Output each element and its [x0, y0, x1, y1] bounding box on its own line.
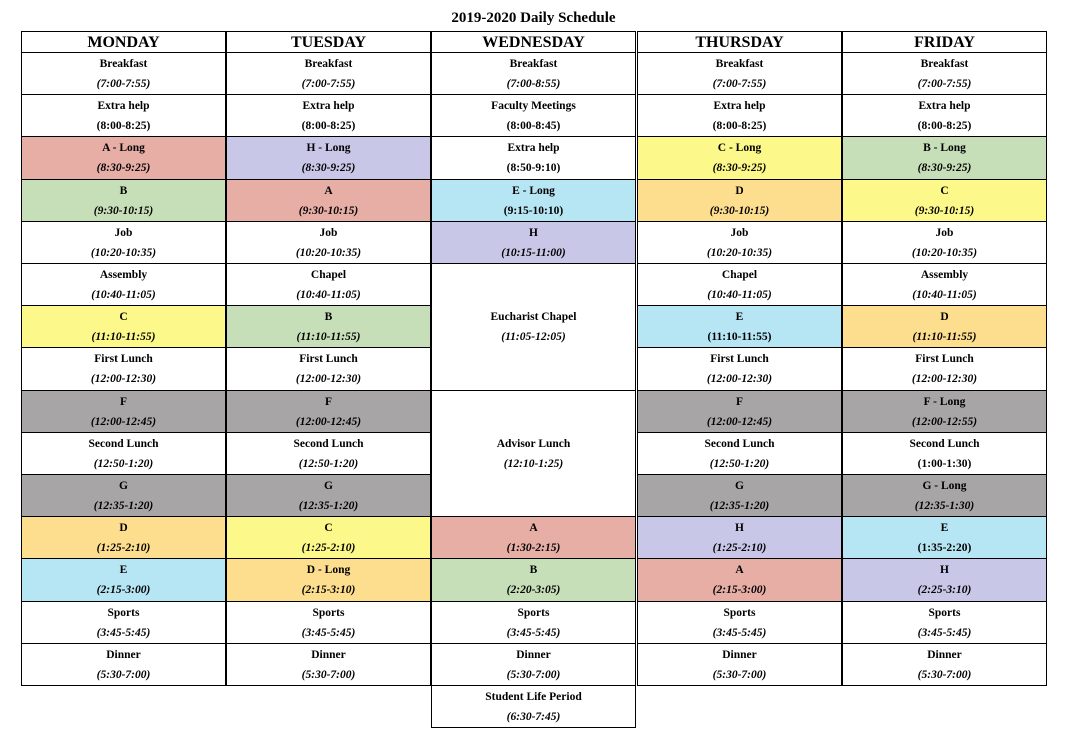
block-label: Breakfast: [304, 57, 353, 70]
block-label: Sports: [928, 606, 961, 619]
schedule-block: [226, 474, 431, 517]
block-time: (8:00-8:25): [301, 119, 356, 132]
block-time: (12:00-12:30): [911, 373, 978, 385]
block-label: F: [735, 395, 744, 408]
block-label: Dinner: [311, 648, 346, 661]
schedule-block: [431, 179, 636, 222]
block-time: (12:50-1:20): [298, 457, 359, 470]
block-time: (1:25-2:10): [301, 541, 356, 554]
block-label: Job: [730, 226, 749, 239]
schedule-block: [226, 558, 431, 602]
block-time: (1:35-2:20): [917, 541, 972, 554]
block-label: Advisor Lunch: [496, 437, 571, 450]
schedule-block: [431, 643, 636, 686]
day-column-thursday: [637, 31, 842, 681]
schedule-block: [21, 516, 226, 559]
block-time: (2:25-3:10): [917, 584, 972, 596]
schedule-block: [431, 601, 636, 644]
block-time: (12:35-1:20): [298, 499, 359, 512]
block-label: H: [529, 226, 538, 239]
block-label: First Lunch: [299, 353, 358, 365]
schedule-block: [21, 263, 226, 306]
schedule-block: [226, 94, 431, 137]
block-label: G: [324, 479, 333, 492]
schedule-block: [21, 52, 226, 95]
schedule-block: [637, 305, 842, 348]
schedule-block: [637, 94, 842, 137]
schedule-block: [842, 390, 1047, 433]
block-time: (8:30-9:25): [712, 162, 767, 174]
block-label: Extra help: [507, 142, 560, 154]
block-time: (10:20-10:35): [706, 246, 773, 259]
block-time: (11:05-12:05): [501, 331, 566, 343]
block-label: D: [735, 184, 744, 197]
block-time: (5:30-7:00): [301, 668, 356, 681]
schedule-block: [842, 179, 1047, 222]
block-time: (1:25-2:10): [96, 541, 151, 554]
block-time: (12:10-1:25): [503, 457, 564, 470]
block-time: (1:25-2:10): [712, 541, 767, 554]
schedule-block: [431, 94, 636, 137]
block-label: C: [940, 184, 949, 197]
schedule-block: [842, 558, 1047, 602]
day-column-tuesday: [226, 31, 431, 681]
schedule-block: [431, 685, 636, 728]
schedule-block: [21, 474, 226, 517]
block-time: (12:00-12:30): [295, 373, 362, 385]
block-label: H: [940, 564, 949, 576]
block-time: (10:20-10:35): [295, 246, 362, 259]
block-time: (3:45-5:45): [301, 626, 356, 639]
block-time: (8:00-8:25): [96, 119, 151, 132]
block-time: (12:00-12:30): [90, 373, 157, 385]
block-label: G - Long: [922, 479, 967, 492]
day-header: FRIDAY: [842, 31, 1047, 52]
block-label: Dinner: [927, 648, 962, 661]
schedule-block: [226, 136, 431, 180]
schedule-block: [842, 94, 1047, 137]
block-time: (5:30-7:00): [917, 668, 972, 681]
block-label: Dinner: [722, 648, 757, 661]
block-time: (11:10-11:55): [912, 330, 977, 343]
block-time: (11:10-11:55): [707, 330, 772, 343]
block-time: (12:00-12:45): [90, 415, 157, 428]
page-title: 2019-2020 Daily Schedule: [451, 10, 616, 26]
schedule-block: [842, 305, 1047, 348]
schedule-block: [431, 263, 636, 391]
schedule-block: [842, 516, 1047, 559]
block-time: (9:30-10:15): [914, 204, 975, 217]
schedule-block: [431, 221, 636, 264]
block-label: First Lunch: [710, 353, 769, 365]
schedule-block: [21, 643, 226, 686]
schedule-block: [842, 221, 1047, 264]
schedule-block: [637, 432, 842, 475]
block-label: E: [735, 310, 744, 323]
block-label: Sports: [517, 606, 550, 619]
block-time: (7:00-7:55): [712, 77, 767, 90]
block-time: (6:30-7:45): [506, 710, 561, 723]
block-label: Sports: [723, 606, 756, 619]
block-label: Sports: [107, 606, 140, 619]
schedule-block: [431, 52, 636, 95]
block-time: (8:50-9:10): [506, 162, 561, 174]
schedule-block: [637, 263, 842, 306]
block-label: F - Long: [923, 395, 966, 408]
block-label: Breakfast: [920, 57, 969, 70]
block-label: C: [324, 521, 333, 534]
block-label: Second Lunch: [704, 437, 775, 450]
schedule-block: [21, 179, 226, 222]
schedule-block: [226, 305, 431, 348]
block-time: (10:20-10:35): [911, 246, 978, 259]
day-header: TUESDAY: [226, 31, 431, 52]
schedule-block: [431, 516, 636, 559]
block-time: (10:40-11:05): [296, 288, 361, 301]
day-header: MONDAY: [21, 31, 226, 52]
schedule-block: [842, 601, 1047, 644]
block-label: H - Long: [306, 142, 351, 154]
block-label: Assembly: [99, 268, 148, 281]
block-time: (8:00-8:45): [506, 119, 561, 132]
block-label: Assembly: [920, 268, 969, 281]
block-label: E: [940, 521, 949, 534]
schedule-block: [21, 432, 226, 475]
block-label: Sports: [312, 606, 345, 619]
block-label: First Lunch: [915, 353, 974, 365]
day-column-friday: [842, 31, 1047, 681]
block-time: (3:45-5:45): [96, 626, 151, 639]
block-label: Eucharist Chapel: [490, 311, 577, 323]
block-time: (3:45-5:45): [506, 626, 561, 639]
block-label: B: [324, 310, 333, 323]
schedule-block: [637, 136, 842, 180]
block-label: Extra help: [918, 99, 971, 112]
block-time: (2:15-3:00): [712, 584, 767, 596]
schedule-block: [842, 474, 1047, 517]
block-label: Extra help: [713, 99, 766, 112]
block-label: Breakfast: [509, 57, 558, 70]
block-time: (5:30-7:00): [712, 668, 767, 681]
block-label: Job: [114, 226, 133, 239]
block-time: (8:30-9:25): [96, 162, 151, 174]
schedule-block: [842, 52, 1047, 95]
block-label: B: [529, 564, 538, 576]
block-time: (2:20-3:05): [506, 584, 561, 596]
block-time: (8:00-8:25): [917, 119, 972, 132]
block-label: F: [119, 395, 128, 408]
block-time: (12:00-12:45): [295, 415, 362, 428]
block-label: B: [119, 184, 128, 197]
block-label: Breakfast: [715, 57, 764, 70]
block-label: G: [119, 479, 128, 492]
schedule-block: [431, 558, 636, 602]
block-time: (5:30-7:00): [506, 668, 561, 681]
block-label: Second Lunch: [909, 437, 980, 450]
block-label: Second Lunch: [88, 437, 159, 450]
schedule-block: [21, 305, 226, 348]
block-label: Student Life Period: [485, 690, 582, 703]
block-time: (8:00-8:25): [712, 119, 767, 132]
schedule-block: [637, 516, 842, 559]
block-time: (12:35-1:20): [93, 499, 154, 512]
schedule-block: [637, 601, 842, 644]
block-label: Breakfast: [99, 57, 148, 70]
block-time: (9:30-10:15): [298, 204, 359, 217]
schedule-block: [637, 221, 842, 264]
block-label: A: [529, 521, 538, 534]
schedule-block: [226, 221, 431, 264]
block-label: G: [735, 479, 744, 492]
block-time: (2:15-3:10): [301, 584, 356, 596]
block-time: (12:00-12:55): [911, 415, 978, 428]
block-time: (10:40-11:05): [91, 288, 156, 301]
block-label: Job: [319, 226, 338, 239]
block-time: (12:35-1:30): [914, 499, 975, 512]
block-time: (12:50-1:20): [93, 457, 154, 470]
day-header: THURSDAY: [637, 31, 842, 52]
block-label: D - Long: [306, 564, 351, 576]
day-column-monday: [21, 31, 226, 681]
schedule-block: [842, 643, 1047, 686]
block-time: (10:40-11:05): [707, 288, 772, 301]
schedule-block: [431, 136, 636, 180]
block-time: (9:15-10:10): [503, 204, 564, 217]
schedule-block: [21, 221, 226, 264]
block-label: E - Long: [512, 184, 555, 197]
block-label: First Lunch: [94, 353, 153, 365]
block-label: C - Long: [717, 142, 762, 154]
block-time: (7:00-7:55): [301, 77, 356, 90]
schedule-block: [637, 52, 842, 95]
schedule-block: [226, 390, 431, 433]
schedule-block: [842, 347, 1047, 391]
block-label: C: [119, 310, 128, 323]
block-time: (7:00-7:55): [917, 77, 972, 90]
schedule-block: [637, 347, 842, 391]
block-label: E: [119, 564, 128, 576]
schedule-block: [637, 558, 842, 602]
schedule-block: [21, 94, 226, 137]
block-label: Extra help: [302, 99, 355, 112]
schedule-block: [842, 136, 1047, 180]
schedule-block: [226, 179, 431, 222]
block-label: B - Long: [923, 142, 966, 154]
block-label: Chapel: [721, 268, 758, 281]
block-time: (9:30-10:15): [93, 204, 154, 217]
block-label: D: [119, 521, 128, 534]
schedule-block: [637, 179, 842, 222]
block-time: (7:00-7:55): [96, 77, 151, 90]
block-label: Dinner: [516, 648, 551, 661]
block-label: Faculty Meetings: [491, 99, 576, 112]
block-time: (7:00-8:55): [506, 77, 561, 90]
schedule-block: [226, 52, 431, 95]
block-label: Chapel: [310, 268, 347, 281]
schedule-block: [637, 643, 842, 686]
schedule-block: [226, 643, 431, 686]
schedule-block: [637, 474, 842, 517]
block-time: (10:40-11:05): [912, 288, 977, 301]
day-header: WEDNESDAY: [431, 31, 636, 52]
block-label: Second Lunch: [293, 437, 364, 450]
block-label: Extra help: [97, 99, 150, 112]
block-time: (1:00-1:30): [917, 457, 972, 470]
schedule-block: [226, 263, 431, 306]
day-column-wednesday: [431, 31, 636, 723]
block-time: (9:30-10:15): [709, 204, 770, 217]
block-label: H: [735, 521, 744, 534]
schedule-block: [21, 601, 226, 644]
schedule-block: [637, 390, 842, 433]
block-time: (8:30-9:25): [917, 162, 972, 174]
schedule-block: [226, 347, 431, 391]
block-time: (12:35-1:20): [709, 499, 770, 512]
block-time: (3:45-5:45): [712, 626, 767, 639]
schedule-block: [226, 516, 431, 559]
block-label: A: [324, 184, 333, 197]
block-label: Job: [935, 226, 954, 239]
schedule-block: [21, 136, 226, 180]
schedule-block: [842, 432, 1047, 475]
block-time: (8:30-9:25): [301, 162, 356, 174]
schedule-block: [226, 432, 431, 475]
block-label: A: [735, 564, 744, 576]
block-label: F: [324, 395, 333, 408]
block-time: (5:30-7:00): [96, 668, 151, 681]
schedule-block: [21, 558, 226, 602]
block-time: (12:00-12:45): [706, 415, 773, 428]
block-time: (10:20-10:35): [90, 246, 157, 259]
block-time: (12:50-1:20): [709, 457, 770, 470]
block-time: (11:10-11:55): [296, 330, 361, 343]
block-time: (12:00-12:30): [706, 373, 773, 385]
block-label: A - Long: [102, 142, 145, 154]
block-time: (3:45-5:45): [917, 626, 972, 639]
block-time: (10:15-11:00): [501, 246, 566, 259]
block-time: (2:15-3:00): [96, 584, 151, 596]
schedule-block: [226, 601, 431, 644]
schedule-block: [431, 390, 636, 517]
block-label: Dinner: [106, 648, 141, 661]
block-label: D: [940, 310, 949, 323]
schedule-block: [21, 347, 226, 391]
block-time: (1:30-2:15): [506, 541, 561, 554]
schedule-block: [21, 390, 226, 433]
block-time: (11:10-11:55): [91, 330, 156, 343]
schedule-block: [842, 263, 1047, 306]
